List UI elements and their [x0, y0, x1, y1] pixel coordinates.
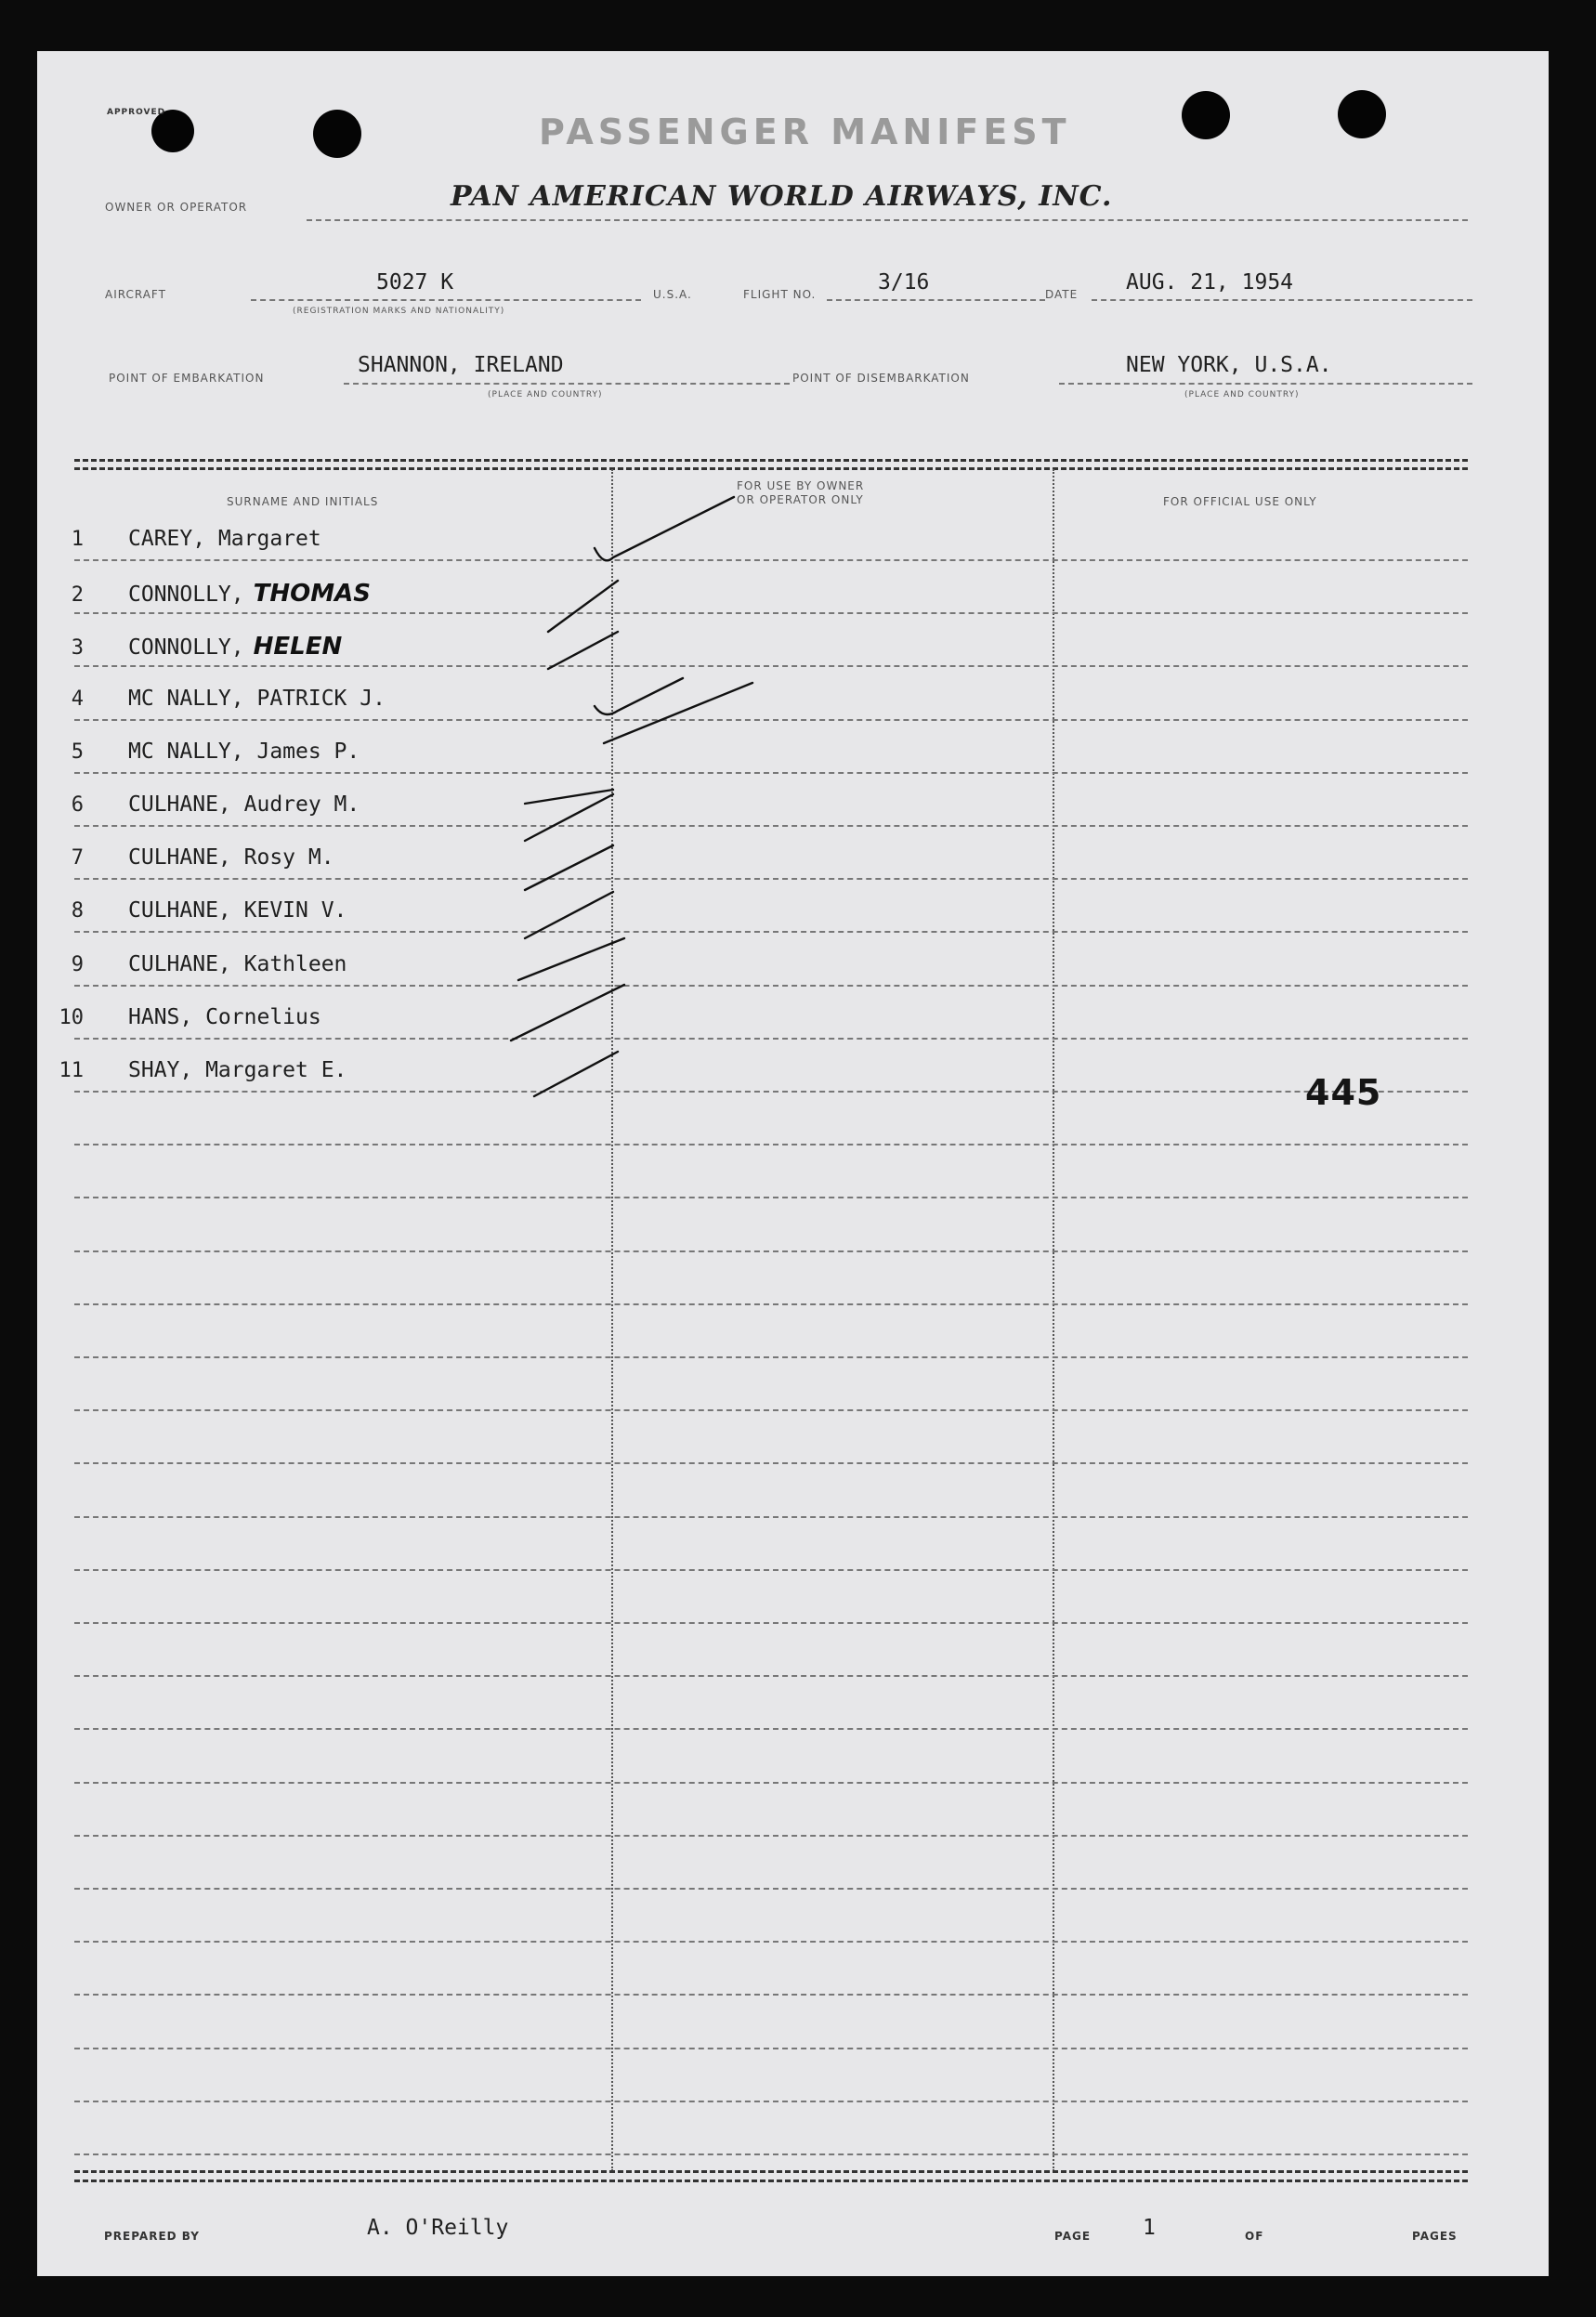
table-rule — [74, 665, 1468, 667]
aircraft-label: AIRCRAFT — [105, 288, 166, 301]
embark-value: SHANNON, IRELAND — [358, 353, 564, 377]
table-rule — [74, 1835, 1468, 1837]
table-rule — [74, 1462, 1468, 1464]
table-rule — [74, 985, 1468, 987]
row-number: 10 — [59, 1006, 84, 1029]
passenger-name: CAREY, Margaret — [128, 527, 321, 551]
table-rule — [74, 1250, 1468, 1252]
disembark-sublabel: (PLACE AND COUNTRY) — [1184, 390, 1300, 399]
official-stamp-number: 445 — [1305, 1072, 1382, 1113]
disembark-value: NEW YORK, U.S.A. — [1126, 353, 1332, 377]
row-number: 5 — [71, 740, 84, 764]
table-row — [56, 898, 347, 923]
punch-hole — [1182, 91, 1230, 139]
aircraft-sublabel: (REGISTRATION MARKS AND NATIONALITY) — [293, 307, 505, 316]
embark-sublabel: (PLACE AND COUNTRY) — [488, 390, 603, 399]
row-number: 7 — [71, 846, 84, 870]
row-number: 8 — [71, 899, 84, 923]
passenger-name: MC NALLY, James P. — [128, 740, 360, 764]
row-number: 1 — [71, 528, 84, 551]
embark-label: POINT OF EMBARKATION — [109, 372, 265, 385]
table-row — [56, 845, 334, 870]
col-official-header: FOR OFFICIAL USE ONLY — [1163, 495, 1317, 508]
table-rule — [74, 1782, 1468, 1784]
table-rule — [74, 2048, 1468, 2049]
owner-value: PAN AMERICAN WORLD AIRWAYS, INC. — [451, 180, 1113, 213]
of-label: OF — [1245, 2230, 1264, 2243]
row-number: 9 — [71, 953, 84, 976]
table-rule — [74, 1994, 1468, 1996]
table-rule — [74, 1888, 1468, 1890]
table-rule — [74, 2153, 1468, 2155]
row-number: 3 — [71, 636, 84, 660]
table-rule — [74, 878, 1468, 880]
table-rule — [74, 1038, 1468, 1040]
row-number: 4 — [71, 687, 84, 711]
table-rule — [74, 1516, 1468, 1518]
table-rule — [74, 1356, 1468, 1358]
page-value: 1 — [1143, 2216, 1156, 2240]
table-row — [56, 527, 321, 551]
passenger-name: HANS, Cornelius — [128, 1005, 321, 1029]
punch-hole — [313, 110, 361, 158]
table-rule — [74, 1569, 1468, 1571]
table-rule — [74, 1091, 1468, 1093]
table-rule — [74, 1941, 1468, 1943]
table-rule — [74, 612, 1468, 614]
row-number: 6 — [71, 793, 84, 817]
table-rule — [74, 1303, 1468, 1305]
handwritten-first-name: THOMAS — [253, 580, 371, 608]
table-rule — [74, 931, 1468, 933]
owner-label: OWNER OR OPERATOR — [105, 201, 248, 214]
passenger-name: CULHANE, Audrey M. — [128, 792, 360, 817]
col-operator-header-2: OR OPERATOR ONLY — [737, 493, 864, 506]
form-title: PASSENGER MANIFEST — [539, 111, 1071, 152]
table-rule — [74, 825, 1468, 827]
table-row — [56, 1005, 321, 1029]
table-rule — [74, 1144, 1468, 1145]
prepared-label: PREPARED BY — [104, 2230, 200, 2243]
aircraft-value: 5027 K — [376, 270, 454, 295]
passenger-name: CULHANE, Kathleen — [128, 952, 347, 976]
passenger-name: CULHANE, KEVIN V. — [128, 898, 347, 923]
pages-label: PAGES — [1412, 2230, 1458, 2243]
col-operator-header-1: FOR USE BY OWNER — [737, 479, 865, 492]
col-surname-header: SURNAME AND INITIALS — [227, 495, 379, 508]
table-rule — [74, 1622, 1468, 1624]
table-rule — [74, 2101, 1468, 2102]
disembark-label: POINT OF DISEMBARKATION — [792, 372, 970, 385]
row-number: 2 — [71, 583, 84, 607]
table-rule — [74, 1675, 1468, 1677]
page-label: PAGE — [1054, 2230, 1092, 2243]
passenger-name: SHAY, Margaret E. — [128, 1058, 347, 1082]
passenger-name: MC NALLY, PATRICK J. — [128, 687, 386, 711]
table-row — [56, 633, 342, 661]
table-rule — [74, 1728, 1468, 1730]
date-label: DATE — [1045, 288, 1079, 301]
passenger-name: CULHANE, Rosy M. — [128, 845, 334, 870]
table-rule — [74, 1409, 1468, 1411]
table-rule — [74, 559, 1468, 561]
punch-hole — [1338, 90, 1386, 138]
prepared-value: A. O'Reilly — [367, 2216, 509, 2240]
table-row — [56, 580, 371, 608]
table-row — [56, 952, 347, 976]
table-rule — [74, 1197, 1468, 1198]
table-row — [56, 792, 360, 817]
table-row — [56, 740, 360, 764]
passenger-name: CONNOLLY, — [128, 583, 244, 607]
table-row — [56, 687, 386, 711]
date-value: AUG. 21, 1954 — [1126, 270, 1294, 295]
handwritten-first-name: HELEN — [253, 633, 343, 661]
approved-stamp: APPROVED — [107, 108, 166, 117]
flight-label: FLIGHT NO. — [743, 288, 817, 301]
flight-value: 3/16 — [878, 270, 930, 295]
row-number: 11 — [59, 1059, 84, 1082]
usa-label: U.S.A. — [653, 288, 692, 301]
passenger-name: CONNOLLY, — [128, 635, 244, 660]
table-rule — [74, 772, 1468, 774]
table-rule — [74, 719, 1468, 721]
table-row — [56, 1058, 347, 1082]
